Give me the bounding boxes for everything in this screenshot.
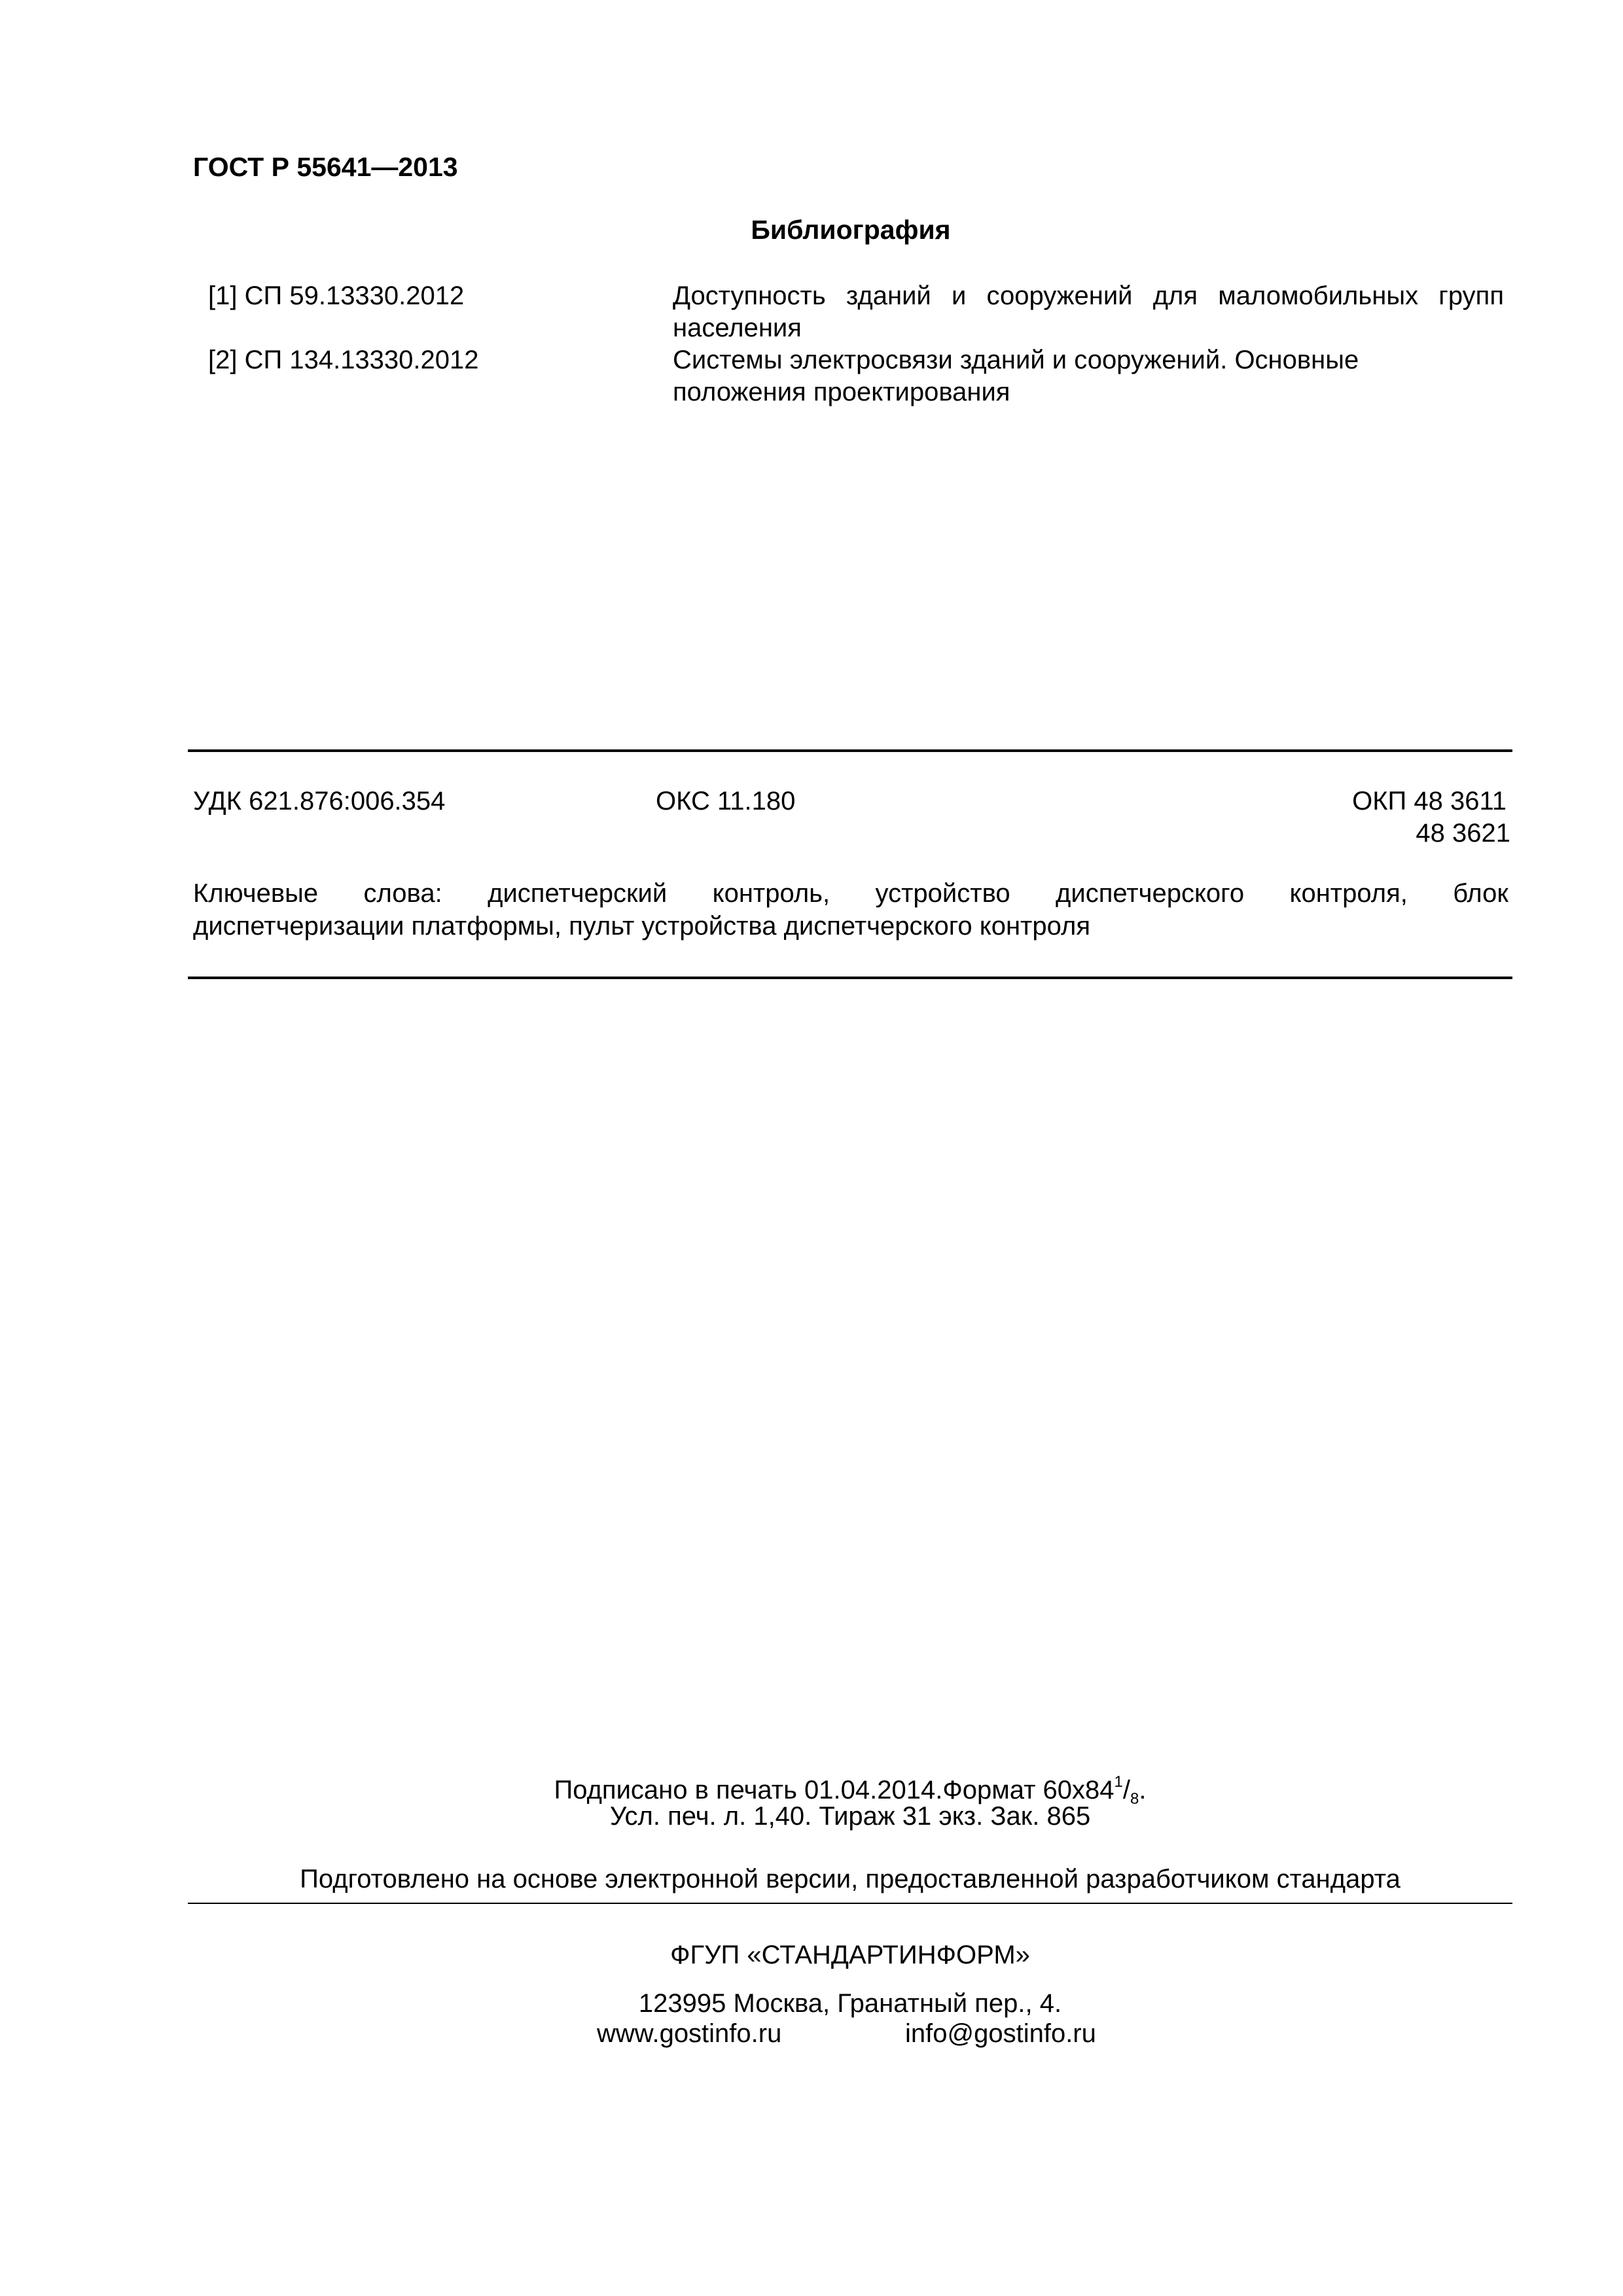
document-code: ГОСТ Р 55641—2013 (193, 152, 458, 182)
imprint-signed-text: Подписано в печать 01.04.2014.Формат 60x84 (554, 1776, 1115, 1804)
bibliography-description-line: Доступность зданий и сооружений для маломобильных групп (673, 281, 1504, 310)
oks-code: ОКС 11.180 (656, 787, 796, 816)
keywords-line: диспетчеризации платформы, пульт устройства диспетчерского контроля (193, 912, 1090, 941)
keyword-word: устройство (875, 879, 1010, 908)
section-divider (188, 749, 1512, 752)
keyword-word: контроля, (1289, 879, 1408, 908)
bibliography-description (673, 280, 1504, 344)
keywords (193, 877, 1508, 942)
imprint-print-data: Усл. печ. л. 1,40. Тираж 31 экз. Зак. 865 (609, 1802, 1091, 1831)
keyword-word: контроль, (712, 879, 830, 908)
keyword-word: блок (1453, 879, 1508, 908)
bibliography-ref: [1] СП 59.13330.2012 (208, 281, 465, 310)
publisher-website: www.gostinfo.ru (597, 2019, 782, 2048)
keyword-word: Ключевые (193, 879, 319, 908)
keyword-word: диспетчерский (488, 879, 668, 908)
format-fraction-denominator: 8 (1130, 1790, 1139, 1808)
publisher-name: ФГУП «СТАНДАРТИНФОРМ» (670, 1941, 1030, 1969)
udk-code: УДК 621.876:006.354 (193, 787, 446, 816)
bibliography-description-line: положения проектирования (673, 378, 1010, 406)
publisher-address: 123995 Москва, Гранатный пер., 4. (638, 1989, 1062, 2018)
bibliography-entry (208, 280, 1504, 346)
format-fraction-slash: / (1122, 1776, 1131, 1804)
bibliography-description-line: населения (673, 314, 802, 342)
bibliography-ref: [2] СП 134.13330.2012 (208, 346, 479, 374)
keyword-word: диспетчерского (1056, 879, 1245, 908)
bibliography-title: Библиография (751, 215, 951, 245)
keyword-word: слова: (363, 879, 442, 908)
section-divider (188, 977, 1512, 979)
okp-code: ОКП 48 3611 (1352, 787, 1507, 816)
bibliography-description (673, 344, 1504, 408)
imprint-divider (188, 1903, 1512, 1904)
bibliography-entry (208, 344, 1504, 410)
prepared-note: Подготовлено на основе электронной версии, предоставленной разработчиком стандарта (300, 1865, 1400, 1893)
keywords-line (193, 877, 1508, 910)
bibliography-description-line: Системы электросвязи зданий и сооружений. Основные (673, 346, 1359, 374)
okp-code: 48 3621 (1416, 819, 1510, 848)
publisher-email: info@gostinfo.ru (905, 2019, 1096, 2048)
format-fraction-numerator: 1 (1114, 1773, 1123, 1791)
imprint-signed-end: . (1139, 1776, 1147, 1804)
